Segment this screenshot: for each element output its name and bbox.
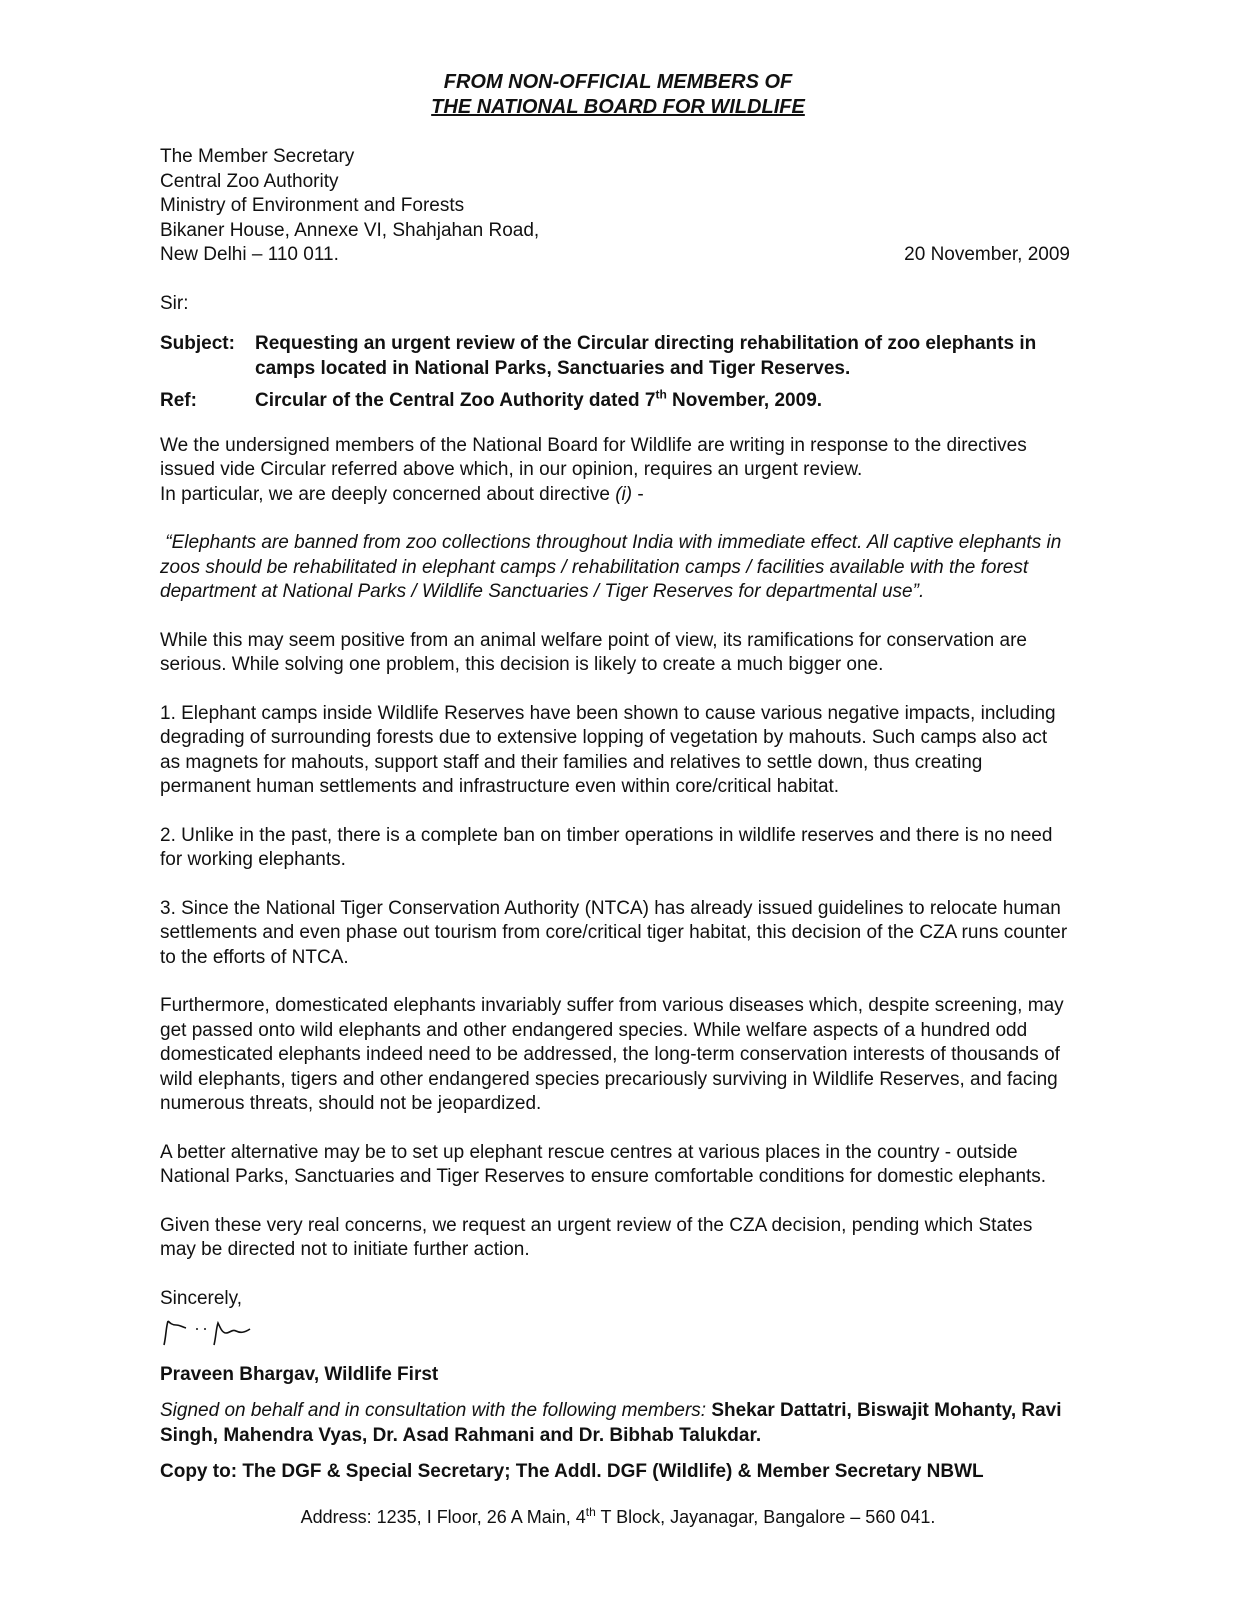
footer-address-after: T Block, Jayanagar, Bangalore – 560 041. xyxy=(595,1507,936,1527)
spacer xyxy=(160,1190,1070,1214)
signed-on-behalf-names: Shekar Dattatri, Biswajit Mohanty, Ravi Singh, Mahendra Vyas, Dr. Asad Rahmani and Dr. Bibhab Talukdar. xyxy=(160,1400,1062,1446)
directive-quote: “Elephants are banned from zoo collections throughout India with immediate effect. All captive elephants in zoos should be rehabilitated in elephant camps / rehabilitation camps / facilities available with the forest department at National Parks / Wildlife Sanctuaries / Tiger Reserves for departmental use”. xyxy=(160,532,1067,602)
spacer xyxy=(160,970,1070,994)
subject-label: Subject: xyxy=(160,333,235,354)
handwritten-signature xyxy=(160,1315,270,1351)
heading-line-2: THE NATIONAL BOARD FOR WILDLIFE xyxy=(431,96,805,118)
signed-on-behalf xyxy=(160,1399,1070,1448)
intro-directive-after: - xyxy=(632,483,644,505)
spacer xyxy=(160,800,1070,824)
point-3: 3. Since the National Tiger Conservation Authority (NTCA) has already issued guidelines to relocate human settlements and even phase out tourism from core/critical tiger habitat, this decision of the CZA runs counter to the efforts of NTCA. xyxy=(160,897,1068,968)
spacer xyxy=(160,873,1070,897)
paragraph-welfare: While this may seem positive from an animal welfare point of view, its ramifications for conservation are serious. While solving one problem, this decision is likely to create a much bigger one. xyxy=(160,629,1027,675)
ref-label: Ref: xyxy=(160,390,197,411)
ref-text-before: Circular of the Central Zoo Authority dated 7 xyxy=(255,390,656,411)
subject-text: Requesting an urgent review of the Circular directing rehabilitation of zoo elephants in camps located in National Parks, Sanctuaries and Tiger Reserves. xyxy=(255,333,1037,379)
spacer xyxy=(160,507,1070,531)
intro-directive xyxy=(160,483,1070,508)
recipient-line-1: The Member Secretary xyxy=(160,146,355,167)
point-1: 1. Elephant camps inside Wildlife Reserves have been shown to cause various negative impacts, including degrading of surrounding forests due to extensive lopping of vegetation by mahouts. Such camps also act as magnets for mahouts, support staff and their families and relatives to settle down, thus creating permanent human settlements and infrastructure even within core/critical habitat. xyxy=(160,702,1056,797)
spacer xyxy=(160,1263,1070,1287)
intro-directive-before: In particular, we are deeply concerned about directive xyxy=(160,483,616,505)
footer-address-before: Address: 1235, I Floor, 26 A Main, 4 xyxy=(300,1507,586,1527)
signature-image xyxy=(160,1315,1070,1359)
spacer xyxy=(160,678,1070,702)
intro-paragraph: We the undersigned members of the National Board for Wildlife are writing in response to the directives issued vide Circular referred above which, in our opinion, requires an urgent review. xyxy=(160,434,1027,480)
recipient-line-5: New Delhi – 110 011. xyxy=(160,244,339,265)
recipient-line-2: Central Zoo Authority xyxy=(160,170,339,192)
ref-text-after: November, 2009. xyxy=(666,390,823,411)
point-2: 2. Unlike in the past, there is a complete ban on timber operations in wildlife reserves and there is no need for working elephants. xyxy=(160,824,1053,870)
heading-line-1: FROM NON-OFFICIAL MEMBERS OF xyxy=(443,71,793,93)
recipient-address xyxy=(160,145,1070,268)
spacer xyxy=(160,268,1070,292)
closing: Sincerely, xyxy=(160,1287,243,1309)
paragraph-disease: Furthermore, domesticated elephants invariably suffer from various diseases which, despite screening, may get passed onto wild elephants and other endangered species. While welfare aspects of a hundred odd domesticated elephants indeed need to be addressed, the long-term conservation interests of thousands of wild elephants, tigers and other endangered species precariously surviving in Wildlife Reserves, and facing numerous threats, should not be jeopardized. xyxy=(160,995,1064,1114)
spacer xyxy=(160,1117,1070,1141)
reference-line xyxy=(160,389,1070,414)
spacer xyxy=(160,1387,1070,1399)
letter-body xyxy=(160,145,1070,1485)
footer-address xyxy=(0,1505,1236,1530)
ref-text xyxy=(255,389,822,414)
ref-text-sup: th xyxy=(655,387,667,402)
signatory: Praveen Bhargav, Wildlife First xyxy=(160,1363,439,1385)
letter-heading xyxy=(0,70,1236,120)
letter-date: 20 November, 2009 xyxy=(904,244,1070,265)
salutation: Sir: xyxy=(160,292,189,314)
signed-on-behalf-intro: Signed on behalf and in consultation with the following members: xyxy=(160,1400,707,1421)
subject-line xyxy=(160,332,1070,381)
recipient-line-3: Ministry of Environment and Forests xyxy=(160,195,465,216)
copy-to: Copy to: The DGF & Special Secretary; The Addl. DGF (Wildlife) & Member Secretary NBWL xyxy=(160,1461,984,1482)
intro-directive-italic: (i) xyxy=(615,483,633,505)
recipient-line-4: Bikaner House, Annexe VI, Shahjahan Road, xyxy=(160,219,540,241)
spacer xyxy=(160,605,1070,629)
paragraph-alternative: A better alternative may be to set up elephant rescue centres at various places in the country - outside National Parks, Sanctuaries and Tiger Reserves to ensure comfortable conditions for domestic elephants. xyxy=(160,1141,1047,1187)
footer-address-sup: th xyxy=(585,1505,596,1519)
spacer xyxy=(160,414,1070,434)
spacer xyxy=(160,1448,1070,1460)
paragraph-request: Given these very real concerns, we request an urgent review of the CZA decision, pending which States may be directed not to initiate further action. xyxy=(160,1214,1033,1260)
